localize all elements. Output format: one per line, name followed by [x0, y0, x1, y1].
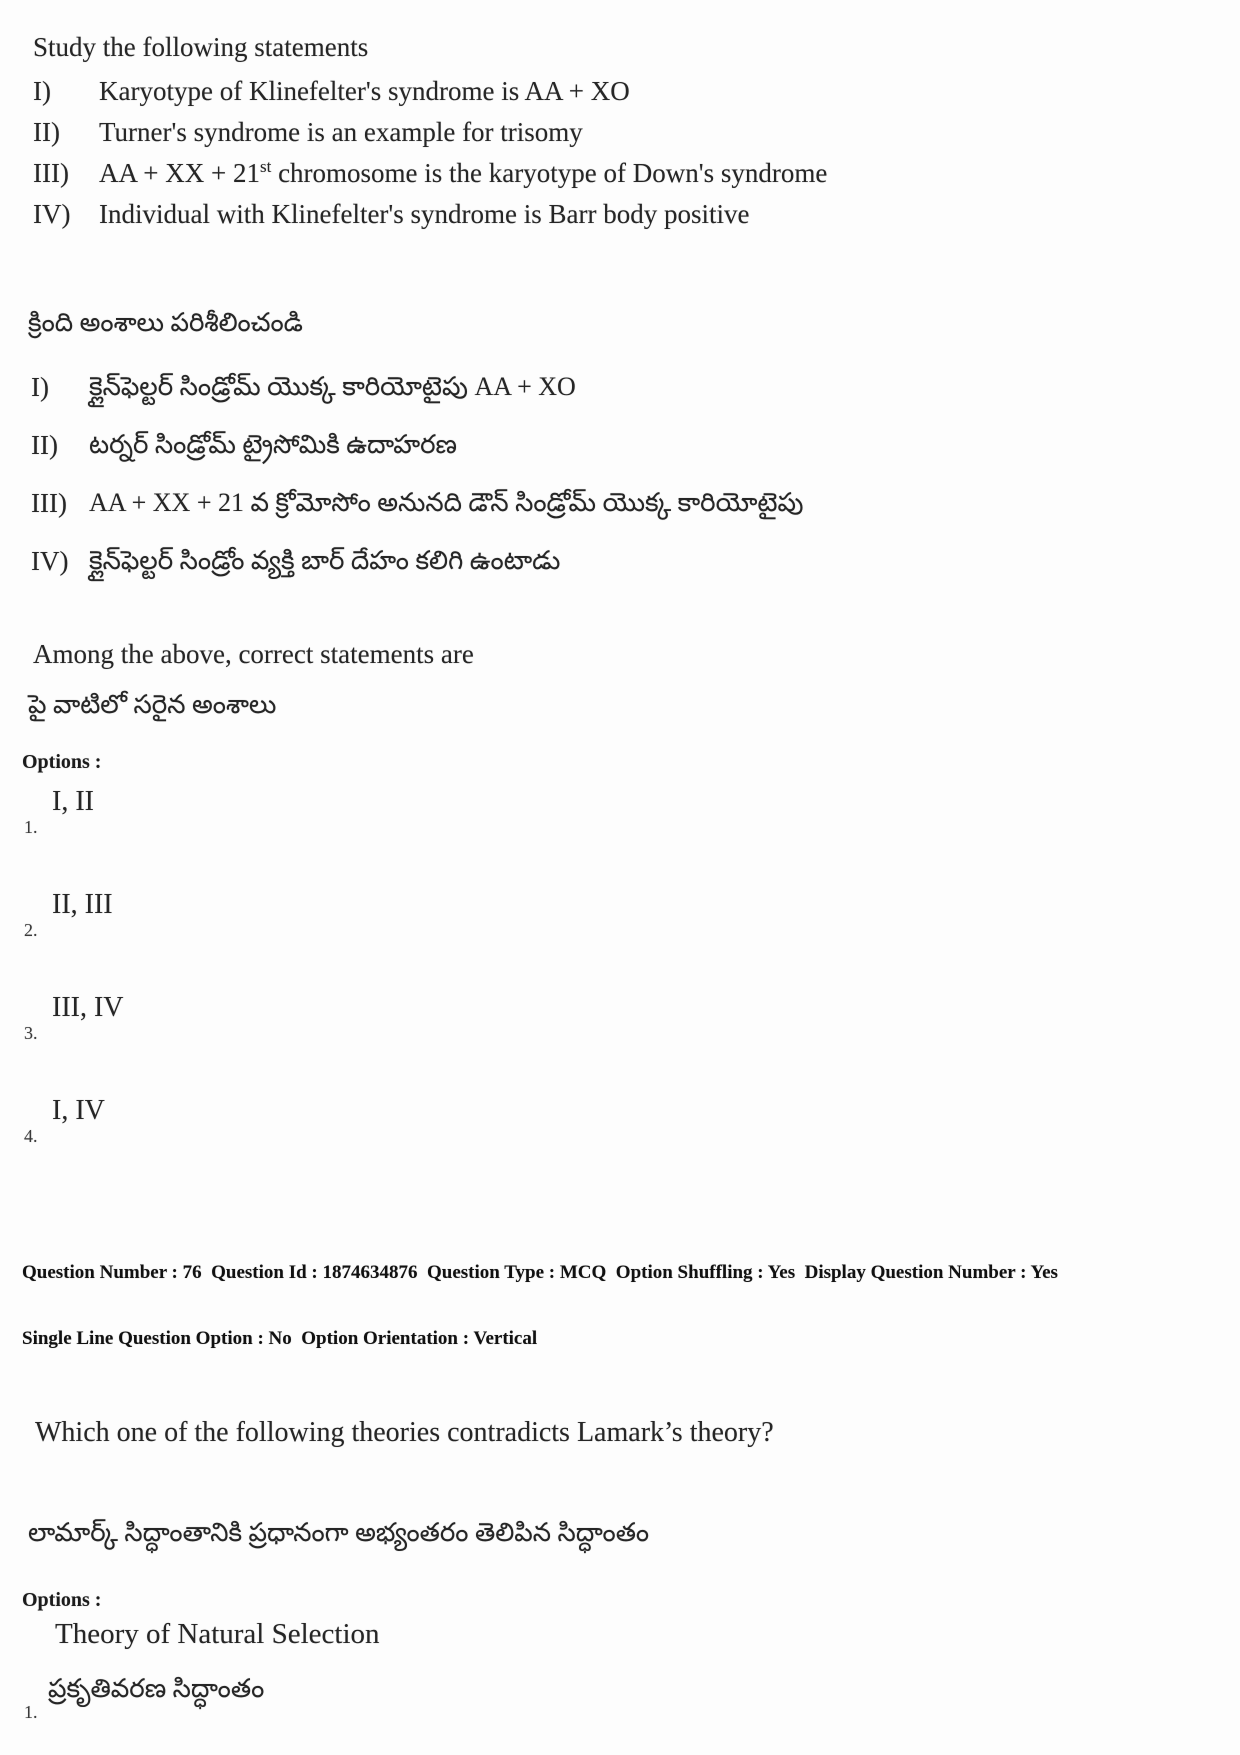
statement-numeral: II): [31, 430, 58, 460]
statement-text-post: chromosome is the karyotype of Down's syndrome: [271, 158, 828, 188]
statement-text: Individual with Klinefelter's syndrome is Barr body positive: [99, 199, 750, 229]
question-text-english: Among the above, correct statements are: [33, 639, 474, 669]
statements-english: [33, 76, 1220, 229]
statement-numeral: IV): [33, 199, 71, 229]
statement-numeral: II): [33, 117, 60, 147]
statement-row: [31, 423, 1220, 467]
option-3: [22, 993, 1220, 1043]
option-label-telugu: ప్రకృతివరణ సిద్ధాంతం: [48, 1674, 265, 1703]
option-4: [22, 1096, 1220, 1146]
statement-text: క్లైన్‌ఫెల్టర్ సిండ్రోమ్ యొక్క కారియోటైపు AA + XO: [89, 372, 576, 401]
statement-row: [33, 117, 1220, 147]
question-metadata: [22, 1218, 1220, 1394]
statement-text: క్లైన్‌ఫెల్టర్ సిండ్రోం వ్యక్తి బార్ దేహం కలిగి ఉంటాడు: [89, 546, 561, 575]
option-label: II, III: [52, 889, 113, 920]
statements-intro-english: Study the following statements: [33, 32, 369, 62]
ordinal-superscript: st: [259, 157, 272, 176]
statement-row: [33, 158, 1220, 188]
option-number: 3.: [24, 1023, 38, 1043]
question-75-block: [22, 30, 1220, 1146]
option-label: I, II: [52, 786, 94, 817]
option-number: 1.: [24, 1702, 38, 1722]
statement-text-pre: AA + XX + 21: [99, 158, 260, 188]
statement-row: [33, 76, 1220, 106]
metadata-line-2: Single Line Question Option : No Option Orientation : Vertical: [22, 1328, 538, 1349]
statement-row: [31, 365, 1220, 409]
metadata-line-1: Question Number : 76 Question Id : 1874634876 Question Type : MCQ Option Shuffling : Yes Display Question Number : Yes: [22, 1262, 1058, 1283]
statement-numeral: I): [33, 76, 51, 106]
statement-numeral: III): [33, 158, 69, 188]
statement-numeral: I): [31, 372, 49, 402]
option-number: 1.: [24, 817, 38, 837]
statements-telugu: [31, 365, 1220, 583]
statement-text: Turner's syndrome is an example for trisomy: [99, 117, 583, 147]
statement-numeral: IV): [31, 546, 69, 576]
option-label-english: Theory of Natural Selection: [55, 1618, 380, 1650]
question-text-telugu: పై వాటిలో సరైన అంశాలు: [28, 690, 277, 719]
statement-row: [33, 199, 1220, 229]
statement-numeral: III): [31, 488, 67, 518]
statement-text: టర్నర్ సిండ్రోమ్ ట్రైసోమికి ఉదాహరణ: [89, 430, 458, 459]
statement-text: AA + XX + 21 వ క్రోమోసోం అనునది డౌన్ సిండ్రోమ్ యొక్క కారియోటైపు: [89, 488, 804, 517]
options-label: Options :: [22, 751, 102, 773]
statement-text: Karyotype of Klinefelter's syndrome is AA + XO: [99, 76, 630, 106]
option-number: 4.: [24, 1126, 38, 1146]
option-1: [22, 1615, 1220, 1722]
statement-row: [31, 539, 1220, 583]
option-label: III, IV: [52, 992, 124, 1023]
question-text-telugu: లామార్క్ సిద్ధాంతానికి ప్రధానంగా అభ్యంతరం తెలిపిన సిద్ధాంతం: [28, 1518, 650, 1547]
options-list: [22, 787, 1220, 1146]
option-label: I, IV: [52, 1095, 105, 1126]
statement-row: [31, 481, 1220, 525]
question-text-english: Which one of the following theories contradicts Lamark’s theory?: [35, 1417, 774, 1448]
option-number: 2.: [24, 920, 38, 940]
option-1: [22, 787, 1220, 837]
statement-text: [99, 158, 827, 188]
statements-intro-telugu: క్రింది అంశాలు పరిశీలించండి: [28, 308, 303, 337]
option-2: [22, 890, 1220, 940]
options-label: Options :: [22, 1589, 102, 1611]
question-76-block: [22, 1415, 1220, 1722]
